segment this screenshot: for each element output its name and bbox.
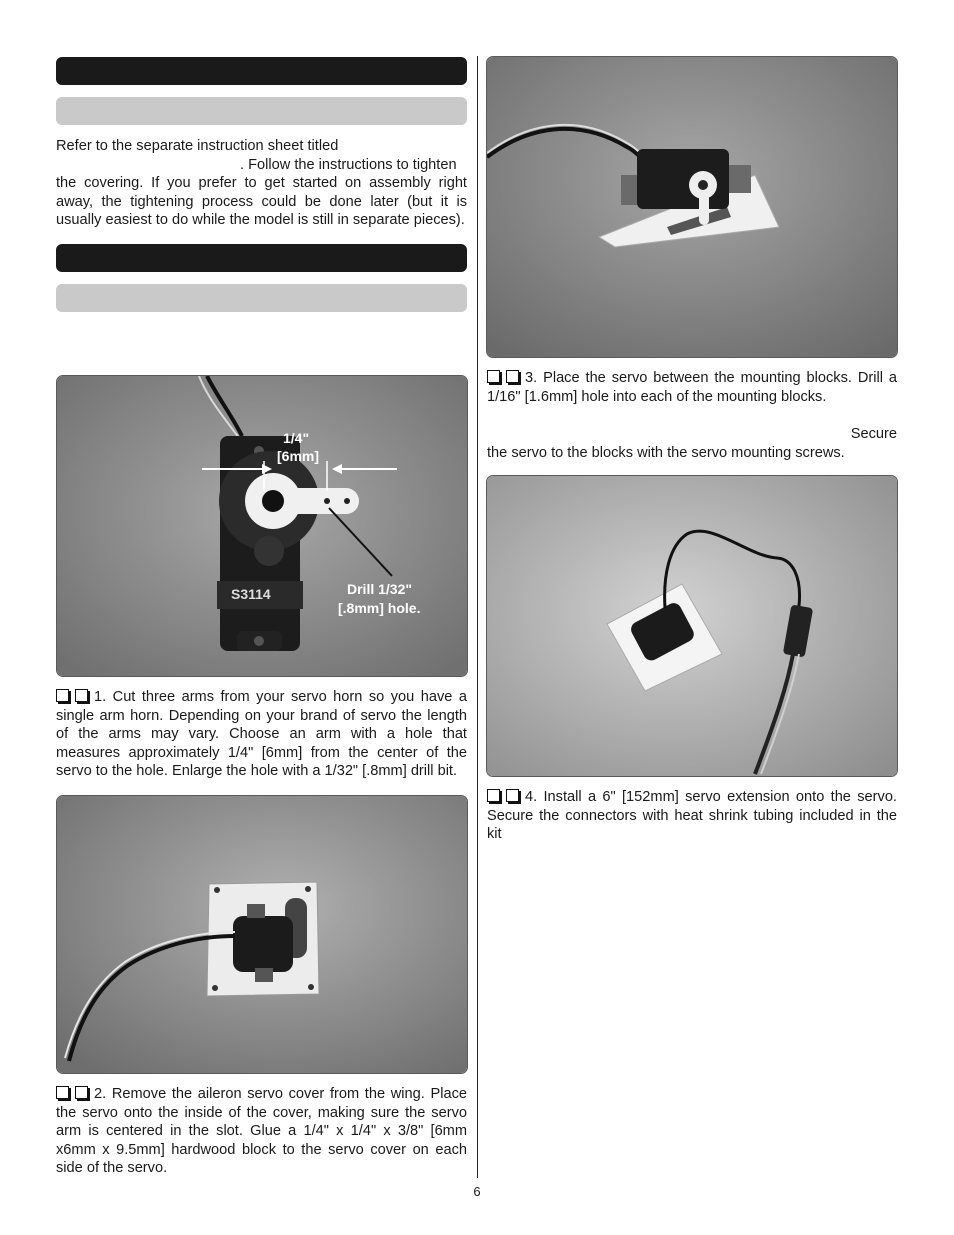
label-drill-bottom: [.8mm] hole. (338, 600, 421, 616)
checkbox-4b[interactable] (506, 789, 519, 802)
step-1-number: 1. (94, 689, 107, 705)
step-3 (487, 369, 897, 406)
photo-servo-on-cover (56, 795, 468, 1074)
photo-servo-horn (56, 375, 468, 677)
page-number: 6 (473, 1184, 481, 1199)
checkbox-1b[interactable] (75, 689, 88, 702)
label-drill-top: Drill 1/32" (347, 581, 413, 597)
checkbox-2b[interactable] (75, 1086, 88, 1099)
checkbox-3a[interactable] (487, 370, 500, 383)
section-header-bar-1 (56, 57, 467, 85)
intro-paragraph (56, 137, 467, 230)
label-dim-top: 1/4" (283, 430, 310, 446)
step-2-number: 2. (94, 1086, 107, 1102)
step-4-number: 4. (525, 789, 538, 805)
label-dim-bottom: [6mm] (277, 448, 320, 464)
step-3-number: 3. (525, 370, 538, 386)
step-3-secure-rest: the servo to the blocks with the servo mounting screws. (487, 444, 845, 461)
step-4 (487, 788, 897, 844)
step-4-text: Install a 6" [152mm] servo extension onto the servo. Secure the connectors with heat shrink tubing included in the kit (487, 789, 897, 843)
step-2-text: Remove the aileron servo cover from the wing. Place the servo onto the inside of the cover, making sure the servo arm is centered in the slot. Glue a 1/4" x 1/4" x 3/8" [6mm x6mm x 9.5mm] hardwood block to the servo cover on each side of the servo. (56, 1086, 467, 1177)
step-1-text: Cut three arms from your servo horn so you have a single arm horn. Depending on your brand of servo the length of the arms may vary. Choose an arm with a hole that measures approximately 1/4" [6mm] from the center of the servo to the hole. Enlarge the hole with a 1/32" [.8mm] drill bit. (56, 689, 467, 780)
intro-line-2: . Follow the instructions to tighten (240, 156, 457, 173)
step-3-text: Place the servo between the mounting blocks. Drill a 1/16" [1.6mm] hole into each of the mounting blocks. (487, 370, 898, 405)
step-3-continued (487, 425, 897, 462)
section-header-bar-2 (56, 244, 467, 272)
step-2 (56, 1085, 467, 1178)
checkbox-3b[interactable] (506, 370, 519, 383)
step-1 (56, 688, 467, 781)
checkbox-4a[interactable] (487, 789, 500, 802)
step-3-secure: Secure (850, 426, 897, 442)
intro-line-1: Refer to the separate instruction sheet titled (56, 138, 339, 154)
column-divider (477, 56, 478, 1178)
checkbox-2a[interactable] (56, 1086, 69, 1099)
subsection-header-bar-2 (56, 284, 467, 312)
photo-servo-mounting-blocks (486, 56, 898, 358)
label-servo-model: S3114 (231, 586, 271, 602)
checkbox-1a[interactable] (56, 689, 69, 702)
subsection-header-bar-1 (56, 97, 467, 125)
photo-servo-extension (486, 475, 898, 777)
intro-rest: the covering. If you prefer to get started on assembly right away, the tightening process could be done later (but it is usually easiest to do while the model is still in separate pieces). (56, 175, 467, 229)
